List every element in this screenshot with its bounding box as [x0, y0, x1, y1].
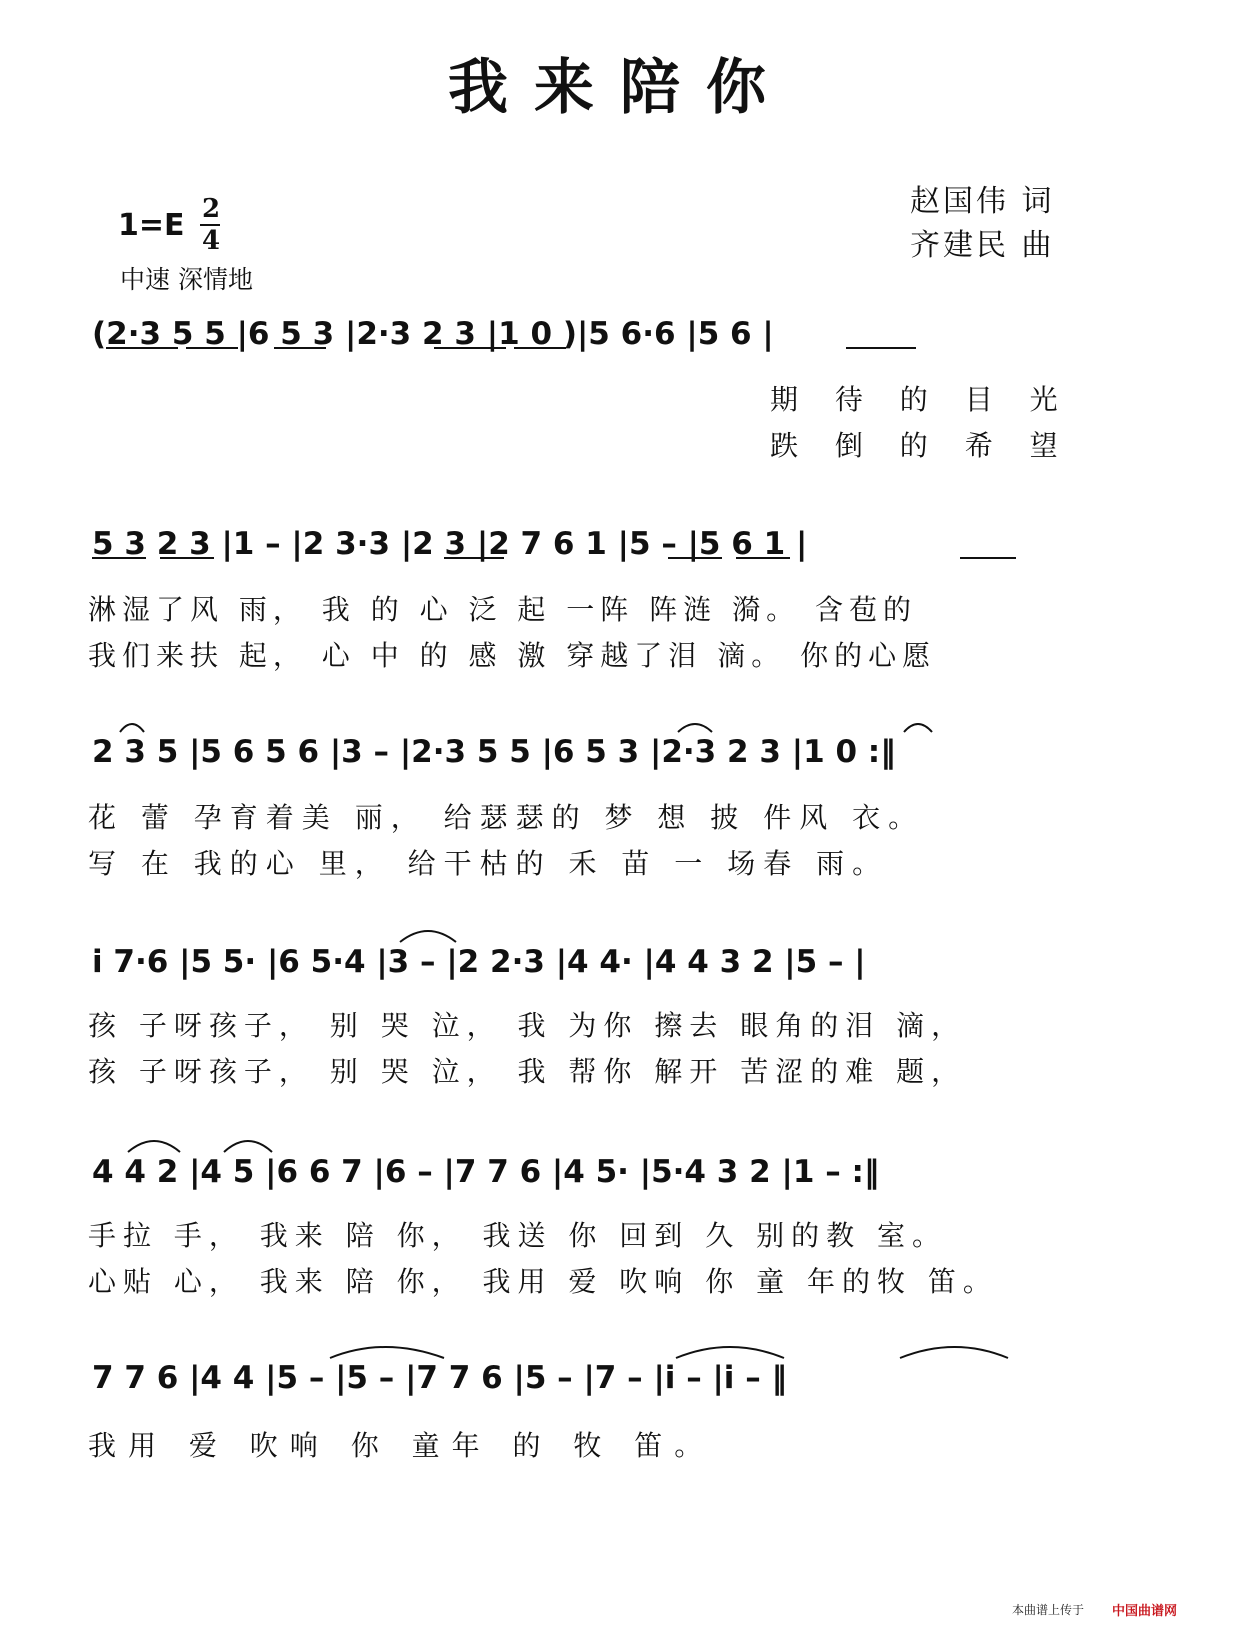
system-3-notes: 2 3 5 |5 6 5 6 |3 – |2·3 5 5 |6 5 3 |2·3 2 3 |1 0 :‖ — [92, 734, 896, 770]
system-5-lyric-1: 手拉 手， 我来 陪 你， 我送 你 回到 久 别的教 室。 — [88, 1219, 948, 1252]
system-2-lyric-2: 我们来扶 起， 心 中 的 感 激 穿越了泪 滴。 你的心愿 — [88, 639, 937, 672]
site-logo[interactable]: 中国曲谱网 — [1112, 1604, 1178, 1619]
system-4-notes: i 7·6 |5 5· |6 5·4 |3 – |2 2·3 |4 4· |4 4 3 2 |5 – | — [92, 944, 866, 980]
system-2-lyric-1: 淋湿了风 雨， 我 的 心 泛 起 一阵 阵涟 漪。 含苞的 — [88, 593, 918, 626]
system-2-notes: 5 3 2 3 |1 – |2 3·3 |2 3 |2 7 6 1 |5 – |5 6 1 | — [92, 526, 808, 562]
system-1-lyric-1: 期 待 的 目 光 — [770, 383, 1072, 416]
system-1-lyric-2: 跌 倒 的 希 望 — [770, 429, 1072, 462]
system-5-lyric-2: 心贴 心， 我来 陪 你， 我用 爱 吹响 你 童 年的牧 笛。 — [88, 1265, 998, 1298]
key-signature: 1=E — [118, 208, 185, 243]
lyricist-credit: 赵国伟 词 — [910, 184, 1055, 219]
system-5-notes: 4 4 2 |4 5 |6 6 7 |6 – |7 7 6 |4 5· |5·4 3 2 |1 – :‖ — [92, 1154, 880, 1190]
system-4-lyric-2: 孩 子呀孩子， 别 哭 泣， 我 帮你 解开 苦涩的难 题， — [88, 1055, 967, 1088]
system-4-lyric-1: 孩 子呀孩子， 别 哭 泣， 我 为你 擦去 眼角的泪 滴， — [88, 1009, 967, 1042]
tempo-marking: 中速 深情地 — [120, 265, 253, 294]
system-1-notes: (2·3 5 5 |6 5 3 |2·3 2 3 |1 0 )|5 6·6 |5 6 | — [92, 316, 774, 352]
meter-top: 2 — [202, 194, 221, 224]
meter-bottom: 4 — [202, 226, 221, 256]
system-3-lyric-1: 花 蕾 孕育着美 丽， 给瑟瑟的 梦 想 披 件风 衣。 — [88, 801, 925, 834]
system-6-notes: 7 7 6 |4 4 |5 – |5 – |7 7 6 |5 – |7 – |i – |i – ‖ — [92, 1360, 788, 1396]
footer-text: 本曲谱上传于 — [1012, 1603, 1085, 1617]
system-3-lyric-2: 写 在 我的心 里， 给干枯的 禾 苗 一 场春 雨。 — [88, 847, 889, 880]
system-6-lyric-1: 我用 爱 吹响 你 童年 的 牧 笛。 — [88, 1429, 715, 1462]
composer-credit: 齐建民 曲 — [910, 228, 1055, 263]
song-title: 我来陪你 — [448, 53, 792, 123]
